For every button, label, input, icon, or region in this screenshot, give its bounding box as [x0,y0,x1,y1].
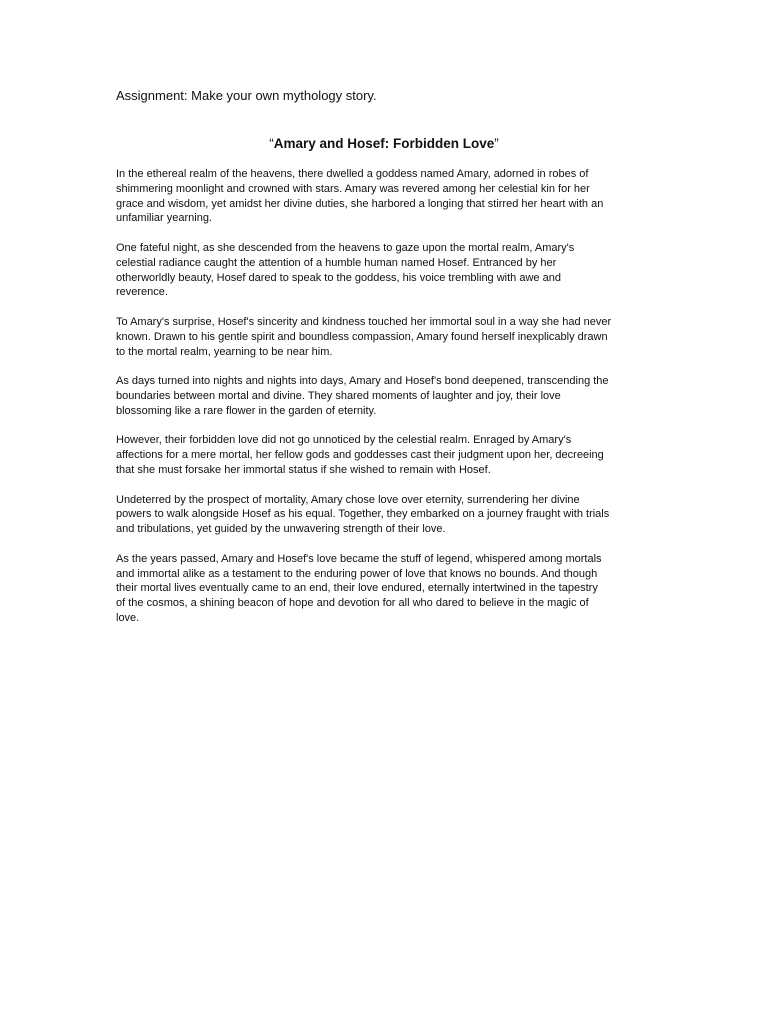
paragraph-line: and tribulations, yet guided by the unwavering strength of their love. [116,523,446,536]
paragraph-line: unfamiliar yearning. [116,212,212,225]
paragraph-line: However, their forbidden love did not go unnoticed by the celestial realm. Enraged by Amary's [116,434,572,447]
paragraph-line: known. Drawn to his gentle spirit and boundless compassion, Amary found herself inexplicably drawn [116,330,608,343]
paragraph-line: blossoming like a rare flower in the garden of eternity. [116,404,377,417]
paragraph-line: otherworldly beauty, Hosef dared to speak to the goddess, his voice trembling with awe and [116,271,561,284]
paragraph-line: As days turned into nights and nights into days, Amary and Hosef's bond deepened, transcending the [116,375,609,388]
story-paragraph [116,241,652,300]
story-title [116,136,652,152]
paragraph-line: boundaries between mortal and divine. They shared moments of laughter and joy, their love [116,389,561,402]
story-paragraph [116,374,652,418]
paragraph-line: to the mortal realm, yearning to be near him. [116,345,333,358]
paragraph-line: As the years passed, Amary and Hosef's love became the stuff of legend, whispered among mortals [116,552,602,565]
paragraph-line: Undeterred by the prospect of mortality, Amary chose love over eternity, surrendering her divine [116,493,580,506]
paragraph-line: One fateful night, as she descended from the heavens to gaze upon the mortal realm, Amary's [116,241,575,254]
paragraph-line: celestial radiance caught the attention of a humble human named Hosef. Entranced by her [116,256,557,269]
title-close-quote: ” [494,136,499,151]
paragraph-line: shimmering moonlight and crowned with stars. Amary was revered among her celestial kin for her [116,182,590,195]
paragraph-line: love. [116,611,140,624]
paragraph-line: and immortal alike as a testament to the enduring power of love that knows no bounds. And though [116,567,598,580]
paragraph-line: affections for a mere mortal, her fellow gods and goddesses cast their judgment upon her, decreeing [116,449,604,462]
assignment-heading: Assignment: Make your own mythology story. [116,88,377,103]
title-open-quote: “ [269,136,274,151]
paragraph-line: that she must forsake her immortal status if she wished to remain with Hosef. [116,463,491,476]
paragraph-line: In the ethereal realm of the heavens, there dwelled a goddess named Amary, adorned in robes of [116,168,589,180]
story-body [116,167,652,641]
story-paragraph [116,315,652,359]
story-paragraph [116,433,652,477]
paragraph-line: of the cosmos, a shining beacon of hope and devotion for all who dared to believe in the magic of [116,597,589,610]
paragraph-line: reverence. [116,286,168,299]
paragraph-line: grace and wisdom, yet amidst her divine duties, she harbored a longing that stirred her heart with an [116,197,604,210]
paragraph-line: powers to walk alongside Hosef as his equal. Together, they embarked on a journey fraught with trials [116,508,610,521]
story-paragraph [116,493,652,537]
story-paragraph [116,552,652,626]
paragraph-line: their mortal lives eventually came to an end, their love endured, eternally intertwined in the tapestry [116,582,598,595]
title-text: Amary and Hosef: Forbidden Love [273,136,495,151]
paragraph-line: To Amary's surprise, Hosef's sincerity and kindness touched her immortal soul in a way she had never [116,315,612,328]
story-paragraph [116,167,652,226]
